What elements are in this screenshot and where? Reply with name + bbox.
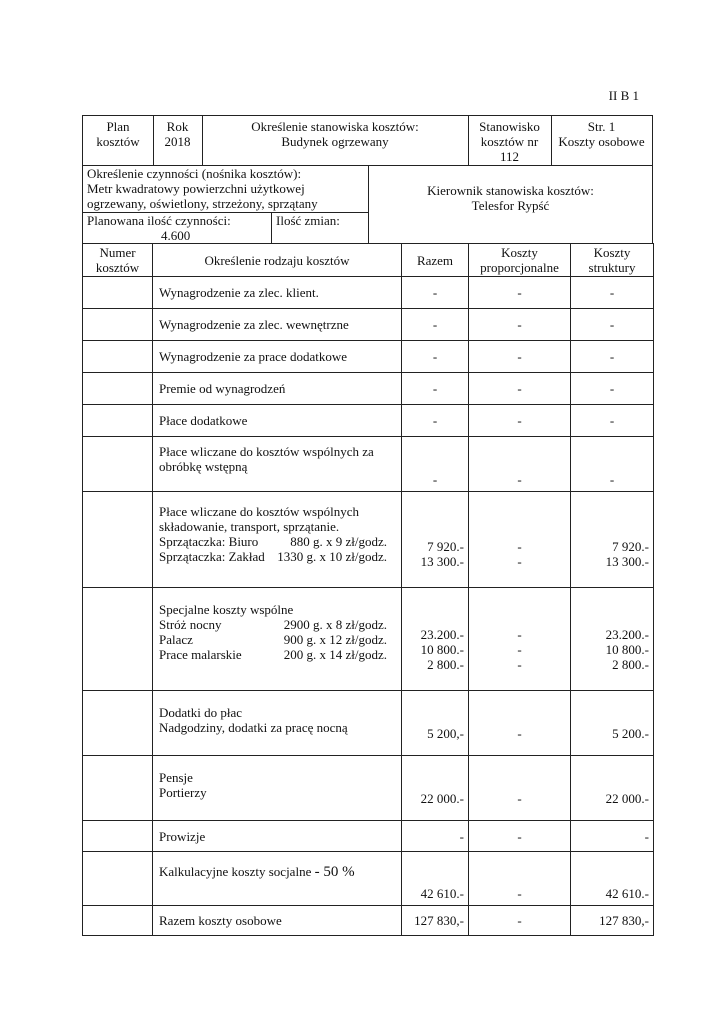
col-proporcjonalne: Koszty proporcjonalne — [469, 244, 571, 277]
table-header-row — [83, 244, 654, 277]
czynnosci-cell: Określenie czynności (nośnika kosztów): Metr kwadratowy powierzchni użytkowej ogrzewany, oświetlony, strzeżony, sprzątany — [87, 166, 367, 211]
okreslenie-value: Budynek ogrzewany — [281, 134, 389, 149]
col-razem: Razem — [402, 244, 469, 277]
table-row: Pensje Portierzy 22 000.- - 22 000.- — [83, 756, 654, 821]
planowana-cell — [87, 213, 271, 243]
planowana-value: 4.600 — [161, 228, 191, 243]
col-struktury: Koszty struktury — [571, 244, 654, 277]
table-row: Premie od wynagrodzeń - - - — [83, 373, 654, 405]
table-row-total: Razem koszty osobowe 127 830,- - 127 830,- — [83, 906, 654, 936]
str-label: Str. 1 — [587, 119, 616, 134]
okreslenie-label: Określenie stanowiska kosztów: — [251, 119, 419, 134]
header-block — [82, 115, 653, 244]
page-code: II B 1 — [608, 88, 639, 103]
table-row: Dodatki do płac Nadgodziny, dodatki za pracę nocną 5 200,- - 5 200.- — [83, 691, 654, 756]
stanowisko-value: 112 — [499, 149, 520, 164]
rok-cell — [153, 119, 202, 149]
table-row: Wynagrodzenie za zlec. wewnętrzne - - - — [83, 309, 654, 341]
table-row: Płace wliczane do kosztów wspólnych za obróbkę wstępną - - - — [83, 437, 654, 492]
col-numer: Numer kosztów — [83, 244, 153, 277]
planowana-label: Planowana ilość czynności: — [87, 213, 231, 228]
table-row: Płace wliczane do kosztów wspólnych składowanie, transport, sprzątanie. Sprzątaczka: Biuro 880 g. x 9 zł/godz. Sprzątaczka: Zakład 1330 g. x 10 zł/godz. 7 920.- 13 300.- - - 7 920.- 13 300.- — [83, 492, 654, 588]
table-row: Wynagrodzenie za prace dodatkowe - - - — [83, 341, 654, 373]
rok-label: Rok — [166, 119, 189, 134]
stanowisko-cell: Stanowisko kosztów nr 112 — [468, 119, 551, 164]
str-value: Koszty osobowe — [558, 134, 645, 149]
str-cell — [551, 119, 652, 149]
zmian-label: Ilość zmian: — [276, 213, 340, 228]
kierownik-cell — [369, 183, 652, 213]
table-row: Wynagrodzenie za zlec. klient. - - - — [83, 277, 654, 309]
table-row: Specjalne koszty wspólne Stróż nocny 2900 g. x 8 zł/godz. Palacz 900 g. x 12 zł/godz. Prace malarskie 200 g. x 14 zł/godz. 23.200.- 10 800.- 2 800.- - - - 23.200.- 10 800.- 2 800.- — [83, 588, 654, 691]
table-row: Płace dodatkowe - - - — [83, 405, 654, 437]
kierownik-label: Kierownik stanowiska kosztów: — [427, 183, 594, 198]
col-rodzaj: Określenie rodzaju kosztów — [153, 244, 402, 277]
czynnosci-label: Określenie czynności (nośnika kosztów): — [87, 166, 302, 181]
cost-table — [82, 243, 654, 936]
rok-value: 2018 — [164, 134, 191, 149]
plan-label: Plan kosztów — [96, 119, 140, 149]
okreslenie-cell — [202, 119, 468, 149]
table-row: Prowizje - - - — [83, 821, 654, 852]
table-row: Kalkulacyjne koszty socjalne - 50 % 42 610.- - 42 610.- — [83, 852, 654, 906]
kierownik-value: Telesfor Rypść — [471, 198, 550, 213]
